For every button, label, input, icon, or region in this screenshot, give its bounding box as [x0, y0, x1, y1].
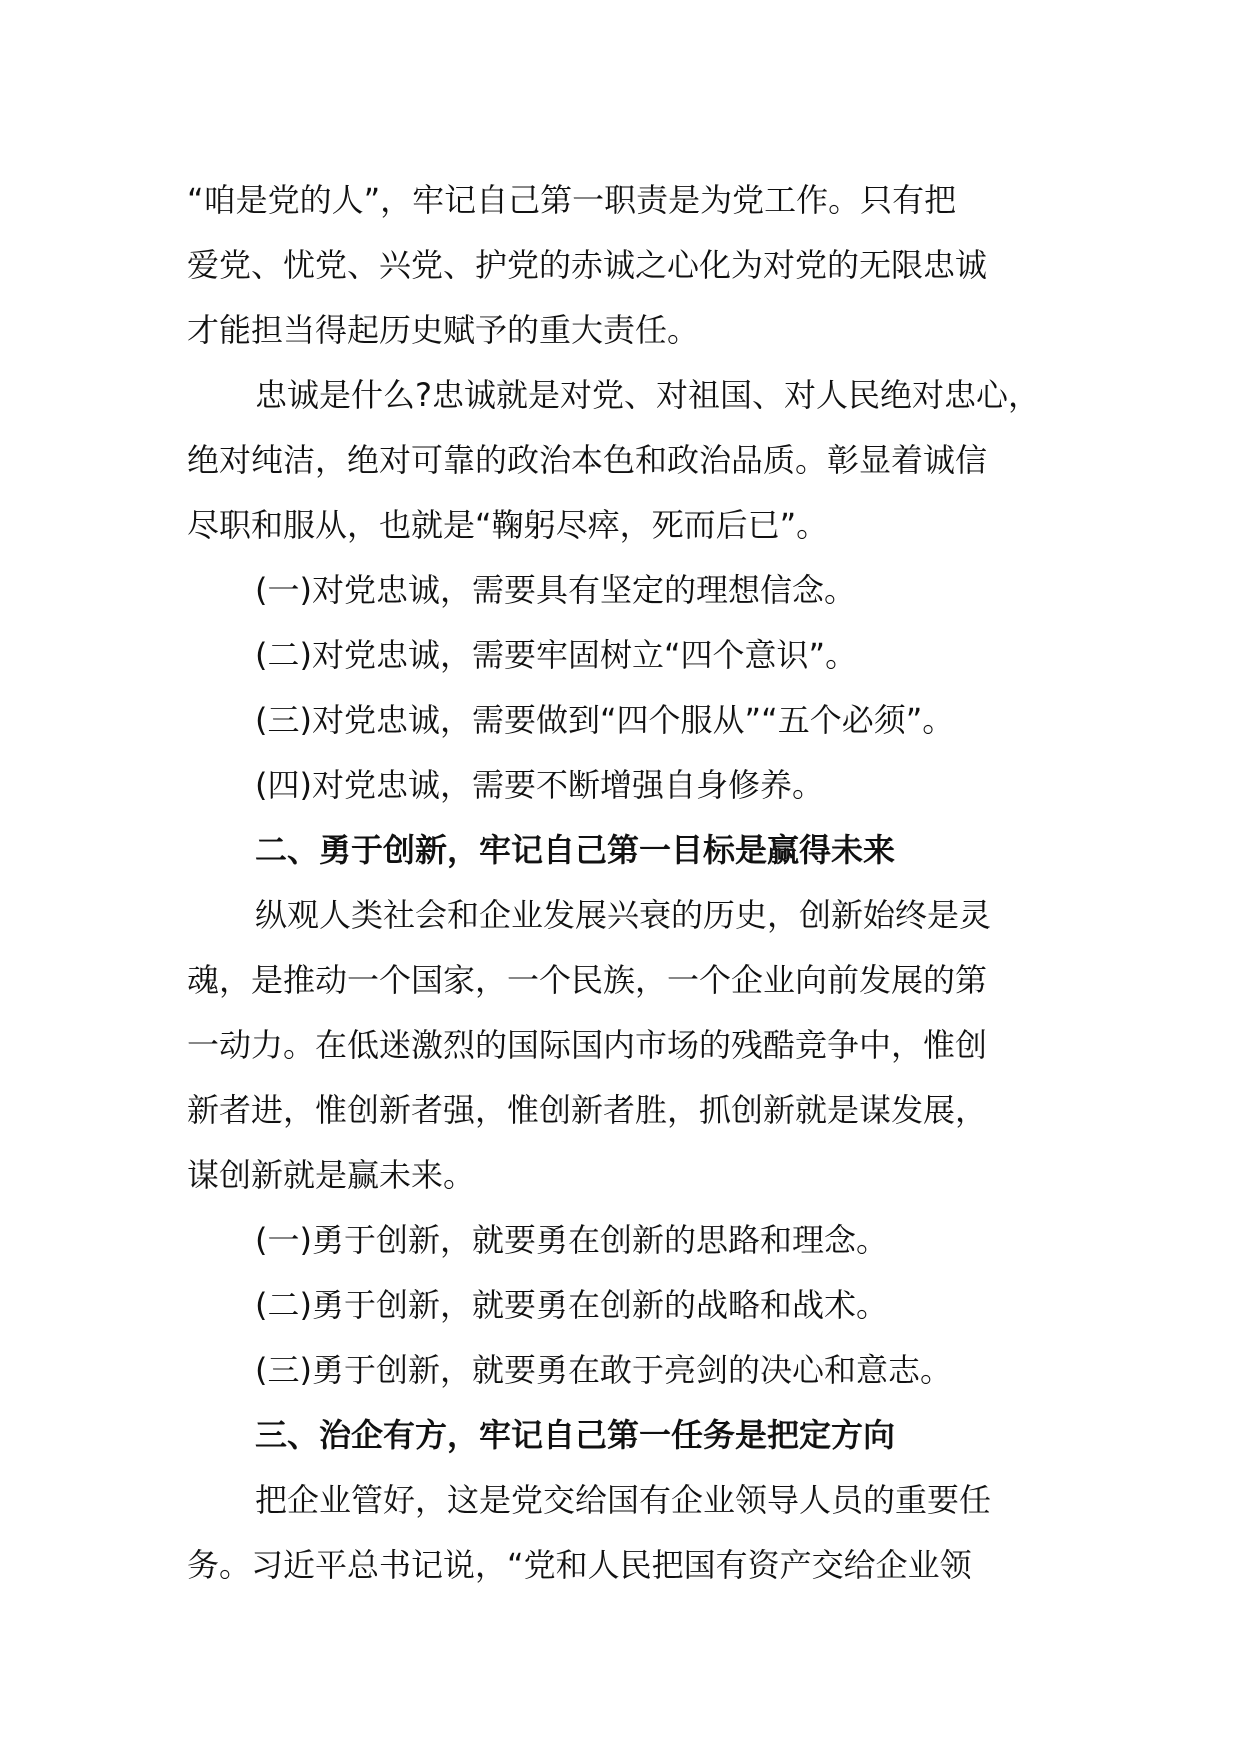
text-line: 一动力。在低迷激烈的国际国内市场的残酷竞争中，惟创 [187, 1026, 988, 1064]
text-line: 尽职和服从，也就是“鞠躬尽瘁，死而后已”。 [187, 506, 829, 544]
section-heading [187, 818, 1087, 883]
list-item [187, 558, 1087, 623]
list-item [187, 753, 1087, 818]
text-line: 新者进，惟创新者强，惟创新者胜，抓创新就是谋发展， [187, 1091, 988, 1129]
text-line: 绝对纯洁，绝对可靠的政治本色和政治品质。彰显着诚信 [187, 441, 988, 479]
list-item [187, 623, 1087, 688]
text-line: 谋创新就是赢未来。 [187, 1156, 476, 1194]
list-item [187, 1208, 1087, 1273]
heading-text: 三、治企有方，牢记自己第一任务是把定方向 [255, 1416, 896, 1454]
text-line: 纵观人类社会和企业发展兴衰的历史，创新始终是灵 [255, 896, 992, 934]
text-line: (二)勇于创新，就要勇在创新的战略和战术。 [255, 1286, 888, 1324]
text-line: (三)对党忠诚，需要做到“四个服从”“五个必须”。 [255, 701, 955, 739]
paragraph [187, 168, 1087, 363]
list-item [187, 1338, 1087, 1403]
text-line: “咱是党的人”，牢记自己第一职责是为党工作。只有把 [187, 181, 957, 219]
text-line: 务。习近平总书记说，“党和人民把国有资产交给企业领 [187, 1546, 972, 1584]
document-body [187, 168, 1087, 1598]
text-line: (一)对党忠诚，需要具有坚定的理想信念。 [255, 571, 856, 609]
paragraph [187, 1468, 1087, 1598]
text-line: (三)勇于创新，就要勇在敢于亮剑的决心和意志。 [255, 1351, 952, 1389]
text-line: 把企业管好，这是党交给国有企业领导人员的重要任 [255, 1481, 992, 1519]
heading-text: 二、勇于创新，牢记自己第一目标是赢得未来 [255, 831, 896, 869]
list-item [187, 1273, 1087, 1338]
text-line: 魂，是推动一个国家，一个民族，一个企业向前发展的第 [187, 961, 988, 999]
list-item [187, 688, 1087, 753]
text-line: 忠诚是什么?忠诚就是对党、对祖国、对人民绝对忠心， [255, 376, 1040, 414]
text-line: (四)对党忠诚，需要不断增强自身修养。 [255, 766, 824, 804]
paragraph [187, 883, 1087, 1208]
text-line: 才能担当得起历史赋予的重大责任。 [187, 311, 700, 349]
text-line: (二)对党忠诚，需要牢固树立“四个意识”。 [255, 636, 858, 674]
paragraph [187, 363, 1087, 558]
text-line: (一)勇于创新，就要勇在创新的思路和理念。 [255, 1221, 888, 1259]
text-line: 爱党、忧党、兴党、护党的赤诚之心化为对党的无限忠诚 [187, 246, 988, 284]
section-heading [187, 1403, 1087, 1468]
